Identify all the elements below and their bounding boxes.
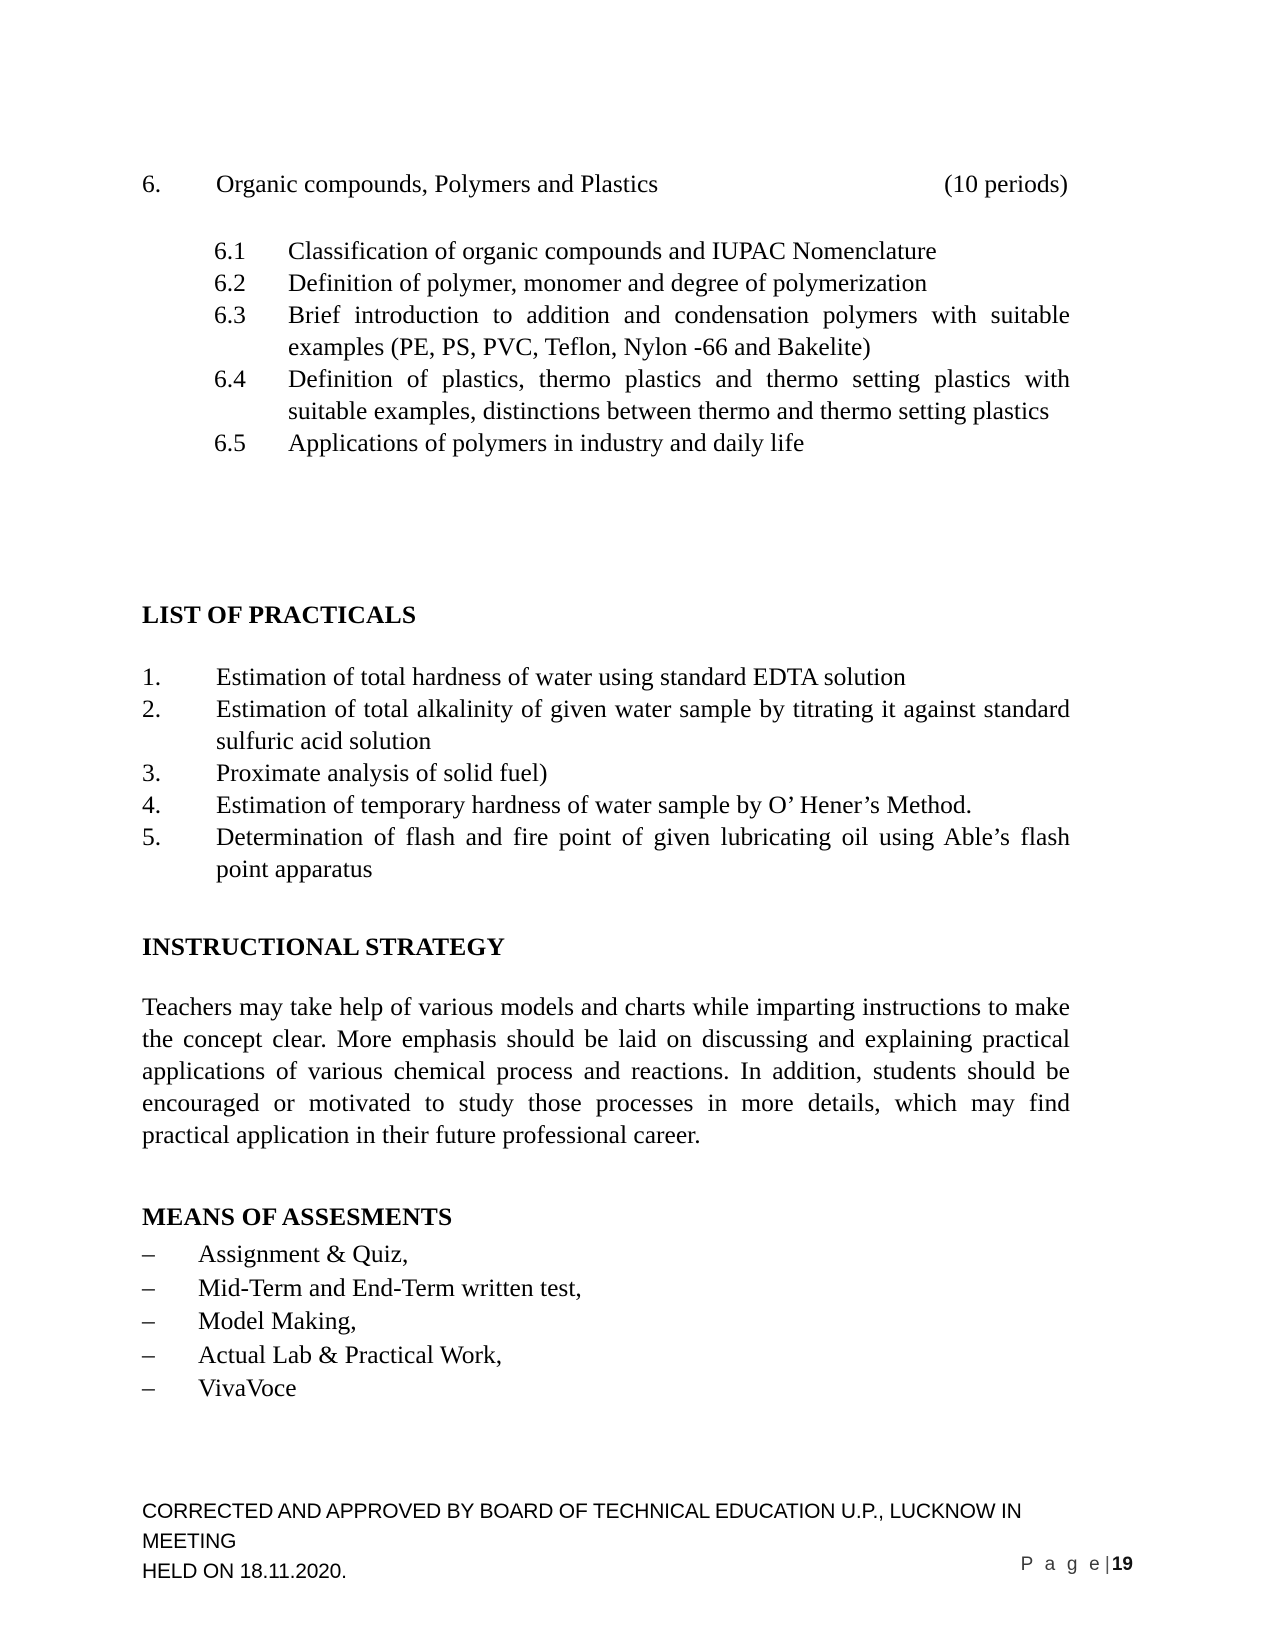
- practical-number: 4.: [142, 790, 162, 819]
- practical-row: [142, 789, 1070, 821]
- subitem-text: Brief introduction to addition and condensation polymers with suitable examples (PE, PS, PVC, Teflon, Nylon -66 and Bakelite): [288, 300, 1070, 361]
- practical-text: Estimation of temporary hardness of water sample by O’ Hener’s Method.: [216, 790, 973, 819]
- subitem-row: [214, 235, 1070, 267]
- dash-bullet-icon: –: [142, 1339, 155, 1369]
- subitem-text: Applications of polymers in industry and daily life: [288, 428, 805, 457]
- means-text: Model Making,: [198, 1306, 357, 1335]
- practical-number: 3.: [142, 758, 162, 787]
- means-row: [142, 1338, 1070, 1372]
- section-periods: (10 periods): [944, 169, 1068, 198]
- dash-bullet-icon: –: [142, 1272, 155, 1302]
- dash-bullet-icon: –: [142, 1239, 155, 1268]
- means-row: [142, 1304, 1070, 1338]
- page-label: P a g e: [1020, 1554, 1103, 1575]
- practical-number: 1.: [142, 662, 162, 691]
- subitem-number: 6.1: [214, 236, 246, 265]
- page-number-value: 19: [1111, 1554, 1133, 1575]
- practicals-list: [142, 661, 1070, 885]
- subitem-row: [214, 363, 1070, 427]
- means-text: Mid-Term and End-Term written test,: [198, 1272, 582, 1302]
- practical-row: [142, 661, 1070, 693]
- subitem-text: Definition of polymer, monomer and degree of polymerization: [288, 268, 928, 297]
- practical-row: [142, 821, 1070, 885]
- means-text: Assignment & Quiz,: [198, 1239, 409, 1268]
- page-content: [142, 0, 1070, 1587]
- section-title: Organic compounds, Polymers and Plastics: [216, 169, 659, 198]
- means-row: [142, 1271, 1070, 1305]
- page-number-footer: [1021, 1554, 1133, 1576]
- section-heading-row: [142, 168, 1070, 200]
- section-number: 6.: [142, 169, 162, 198]
- subitem-number: 6.5: [214, 428, 246, 457]
- practical-text: Proximate analysis of solid fuel): [216, 758, 548, 787]
- practical-row: [142, 757, 1070, 789]
- practicals-heading: LIST OF PRACTICALS: [142, 600, 417, 629]
- means-row: [142, 1371, 1070, 1405]
- page-separator: |: [1104, 1554, 1110, 1575]
- subitem-text: Definition of plastics, thermo plastics and thermo setting plastics with suitable examples, distinctions between thermo and thermo setting plastics: [288, 364, 1070, 425]
- subitem-number: 6.2: [214, 268, 246, 297]
- dash-bullet-icon: –: [142, 1306, 155, 1335]
- subitem-text: Classification of organic compounds and IUPAC Nomenclature: [288, 236, 937, 265]
- subitem-row: [214, 427, 1070, 459]
- subitem-row: [214, 267, 1070, 299]
- practical-number: 5.: [142, 822, 162, 851]
- instructional-strategy-paragraph: Teachers may take help of various models and charts while imparting instructions to make the concept clear. More emphasis should be laid on discussing and explaining practical applications of various chemical process and reactions. In addition, students should be encouraged or motivated to study those processes in more details, which may find practical application in their future professional career.: [142, 992, 1070, 1149]
- approval-note-line2: HELD ON 18.11.2020.: [142, 1559, 347, 1583]
- approval-note-line1: CORRECTED AND APPROVED BY BOARD OF TECHNICAL EDUCATION U.P., LUCKNOW IN MEETING: [142, 1499, 1022, 1553]
- subitem-row: [214, 299, 1070, 363]
- practical-number: 2.: [142, 694, 162, 723]
- practical-row: [142, 693, 1070, 757]
- subitem-number: 6.4: [214, 364, 246, 393]
- instructional-strategy-heading: INSTRUCTIONAL STRATEGY: [142, 932, 506, 961]
- approval-note: [142, 1497, 1077, 1587]
- dash-bullet-icon: –: [142, 1373, 155, 1402]
- means-text: Actual Lab & Practical Work,: [198, 1339, 503, 1369]
- practical-text: Determination of flash and fire point of given lubricating oil using Able’s flash point apparatus: [216, 822, 1070, 883]
- means-row: [142, 1237, 1070, 1271]
- practical-text: Estimation of total alkalinity of given water sample by titrating it against standard sulfuric acid solution: [216, 694, 1070, 755]
- means-of-assessments-heading: MEANS OF ASSESMENTS: [142, 1202, 453, 1231]
- subitem-number: 6.3: [214, 300, 246, 329]
- practical-text: Estimation of total hardness of water using standard EDTA solution: [216, 662, 906, 691]
- means-of-assessments-list: [142, 1237, 1070, 1405]
- means-text: VivaVoce: [198, 1373, 297, 1402]
- section-subitems: [142, 235, 1070, 459]
